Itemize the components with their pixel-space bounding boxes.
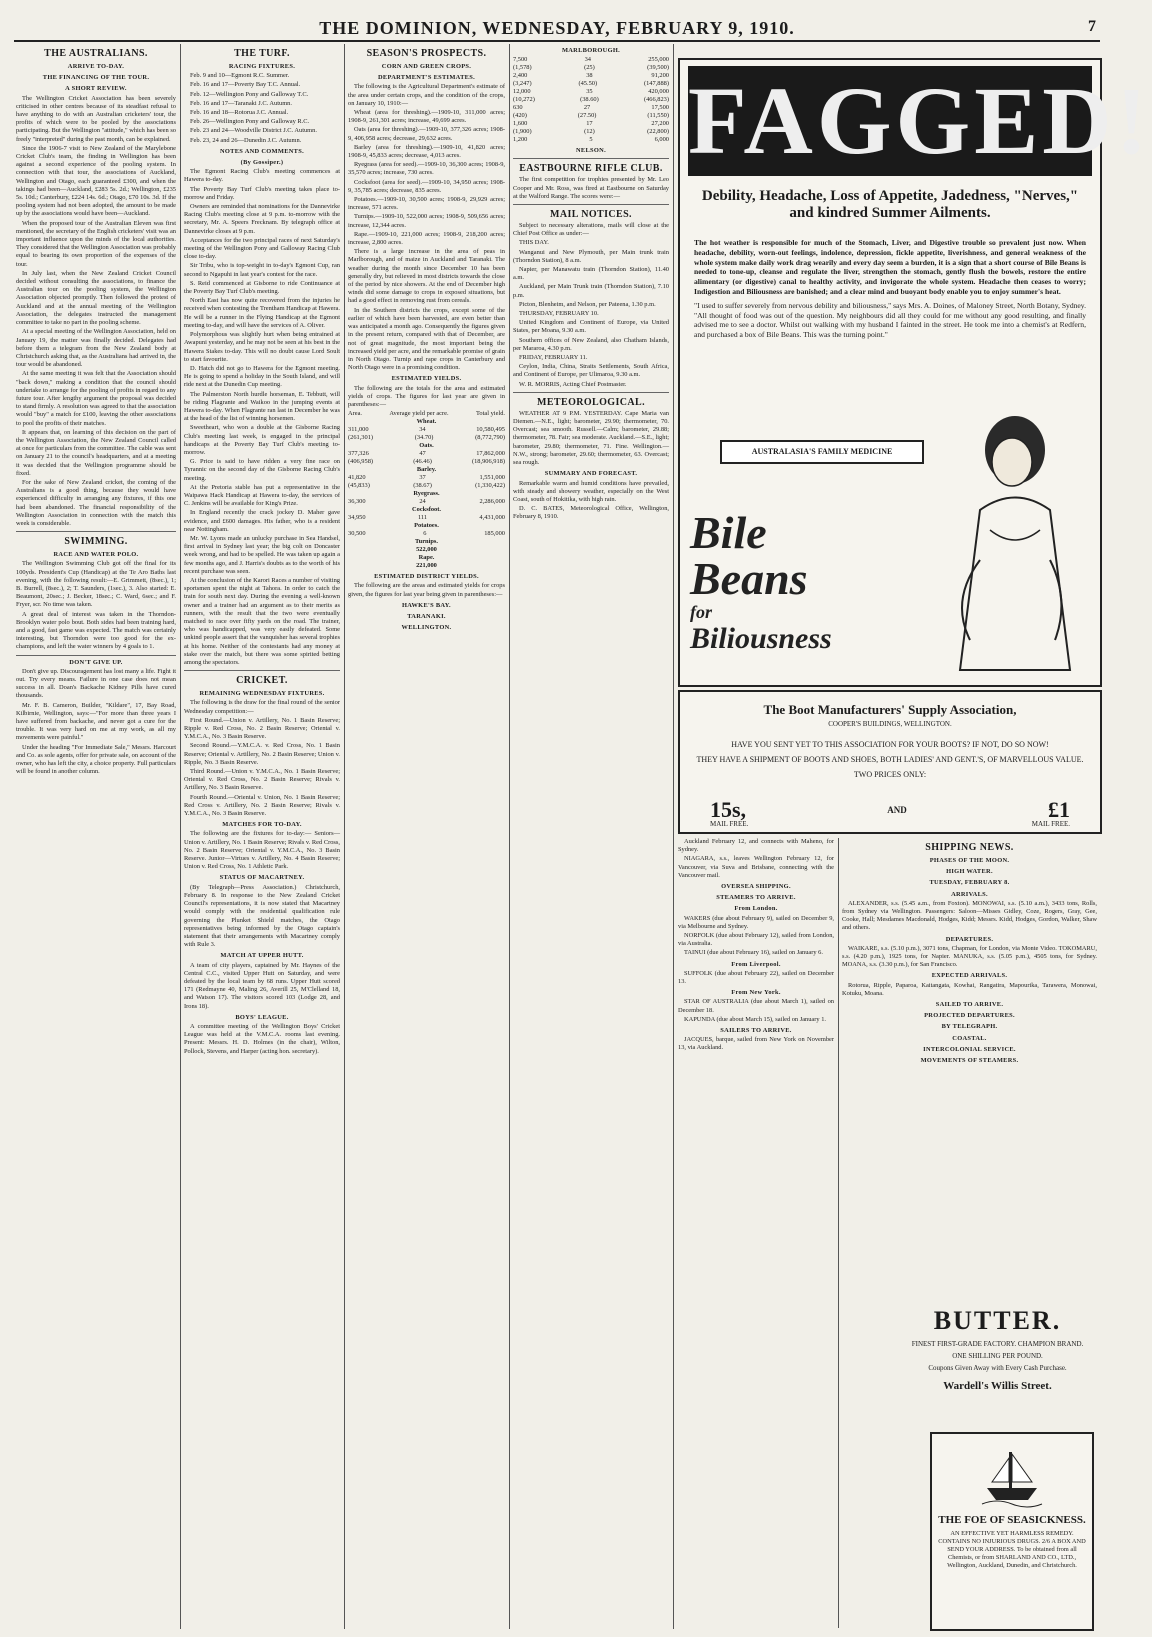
table-cell: (406,958) bbox=[348, 458, 374, 466]
section-divider bbox=[184, 670, 340, 671]
table-cell: (147,888) bbox=[643, 80, 669, 88]
article-paragraph: The Palmerston North hurdle horseman, E. Tebbutt, will be riding Flagrante and Waikoo in the jumping events at Hawera to-day. When Flagrante ran last in December he was at the head of the list of winning horsemen. bbox=[184, 390, 340, 423]
article-paragraph: A great deal of interest was taken in the Thorndon-Brooklyn water polo bout. Both sides had been training hard, and a good, fast game was expected. The match was certainly interesting, but Thorndon were too good for the ex-champions, and left the water winners by 4 goals to 1. bbox=[16, 610, 176, 651]
table-row bbox=[348, 434, 505, 442]
table-cell: (38.60) bbox=[580, 96, 599, 104]
article-paragraph: Ryegrass (area for seed).—1909-10, 36,300 acres; 1908-9, 35,570 acres; increase, 730 acres. bbox=[348, 161, 505, 177]
article-paragraph: Cocksfoot (area for seed).—1909-10, 34,950 acres; 1908-9, 35,785 acres; decrease, 835 acres. bbox=[348, 178, 505, 194]
table-cell: 41,820 bbox=[348, 474, 366, 482]
table-cell: 35 bbox=[586, 88, 593, 96]
table-cell: (8,772,790) bbox=[475, 434, 505, 442]
ad-testimonial: "I used to suffer severely from nervous debility and biliousness," says Mrs. A. Doines, of Maloney Street, North Botany, Sydney. "All thought of food was out of the question. My neighbours did all they could for me without any good resulting, and finally advised me to see a doctor. Whilst out walking with my husband I fainted in the street. He took me into a chemist's at Redfern, and purchased a box of Bile Beans. This was the turning point." bbox=[694, 300, 1086, 340]
article-paragraph: The Egmont Racing Club's meeting commences at Hawera to-day. bbox=[184, 168, 340, 184]
table-cell: (1,330,422) bbox=[475, 482, 505, 490]
fixture-line: Feb. 9 and 10—Egmont R.C. Summer. bbox=[190, 72, 290, 80]
table-row bbox=[348, 498, 505, 506]
article-paragraph: The following are the areas and estimated yields for crops given, the figures for last year being given in parentheses:— bbox=[348, 582, 505, 598]
fixture-line: Feb. 16 and 17—Taranaki J.C. Autumn. bbox=[190, 99, 292, 107]
article-paragraph: Oats (area for threshing).—1909-10, 377,326 acres; 1908-9, 406,958 acres; decrease, 29,632 acres. bbox=[348, 126, 505, 142]
article-paragraph: Auckland February 12, and connects with Maheno, for Sydney. bbox=[678, 838, 834, 854]
subhead: STATUS OF MACARTNEY. bbox=[219, 874, 305, 882]
article-paragraph: Rape.—1909-10, 221,000 acres; 1908-9, 218,200 acres; increase, 2,800 acres. bbox=[348, 230, 505, 247]
article-paragraph: In England recently the crack jockey D. Maher gave evidence, and £600 damages. His father, who is a resident near Nottingham. bbox=[184, 509, 340, 533]
table-cell: 1,551,000 bbox=[479, 474, 505, 482]
table-cell: 17,862,000 bbox=[476, 450, 505, 458]
table-cell: 522,000 bbox=[416, 546, 437, 554]
article-paragraph: Sir Tribu, who is top-weight in to-day's Egmont Cup, ran second to Ngapuhi in last year's contest for the race. bbox=[184, 262, 340, 278]
table-cell: 24 bbox=[419, 498, 426, 506]
article-paragraph: There is a large increase in the area of peas in Marlborough, and of maize in Auckland and Taranaki. The weather during the month since December 10 has been generally dry, but relieved in most districts towards the close of the period by nice showers. At the end of December high winds did some damage to crops in exposed situations, but had a good effect in removing rust from cereals. bbox=[348, 248, 505, 305]
headline-australians: THE AUSTRALIANS. bbox=[44, 48, 148, 59]
table-cell: (25) bbox=[584, 64, 595, 72]
article-paragraph: Remarkable warm and humid conditions have prevailed, with steady and showery weather, especially on the West Coast, south of Hokitika, with high rain. bbox=[513, 479, 669, 503]
masthead bbox=[14, 18, 1100, 42]
article-paragraph: JACQUES, barque, sailed from New York on November 13, via Auckland. bbox=[678, 1036, 834, 1052]
table-cell: (34.70) bbox=[414, 434, 434, 442]
subhead: REMAINING WEDNESDAY FIXTURES. bbox=[199, 690, 325, 698]
mail-line: THURSDAY, FEBRUARY 10. bbox=[519, 310, 599, 318]
table-row bbox=[348, 538, 505, 546]
column-rule bbox=[344, 44, 345, 1629]
article-paragraph: Potatoes.—1909-10, 30,500 acres; 1908-9, 29,929 acres; increase, 571 acres. bbox=[348, 196, 505, 212]
masthead-title: THE DOMINION, WEDNESDAY, FEBRUARY 9, 1910. bbox=[319, 18, 795, 38]
article-paragraph: Second Round.—Y.M.C.A. v. Red Cross, No. 1 Basin Reserve; Oriental v. Artillery, No. 2 Basin Reserve; Union v. Ripple, No. 3 Basin Reserve. bbox=[184, 742, 340, 766]
article-paragraph: ALEXANDER, s.s. (5.45 a.m., from Foxton). MONOWAI, s.s. (5.10 a.m.), 3433 tons, Rolls, from Sydney via Wellington. Passengers: Saloon—Misses Gidley, Coze, Rogers, Gray, Gee, Cooke, Hall; Mesdames Macdonald, Hodges, Kidd; Messrs. Kidd, Hodges, Gordon, Walker, Shaw and others. bbox=[842, 899, 1097, 932]
table-cell: 377,326 bbox=[348, 450, 369, 458]
ad-address: COOPER'S BUILDINGS, WELLINGTON. bbox=[828, 720, 952, 728]
article-paragraph: TAINUI (due about February 16), sailed on January 6. bbox=[684, 949, 823, 957]
column-rule bbox=[509, 44, 510, 1629]
article-paragraph: Under the heading "For Immediate Sale," Messrs. Harcourt and Co. as sole agents, offer for private sale, on account of the owner, who has left the city, a choice property. Full particulars will be found in another column. bbox=[16, 743, 176, 776]
article-paragraph: (By Telegraph—Press Association.) Christchurch, February 8. In response to the New Zealand Cricket Council's representations, it is now stated that Macartney would comply with the residential qualification rule governing the Plunket Shield matches, the Otago representatives being informed by the Otago captain's statement that their arrangements with Macartney comply with Rule 3. bbox=[184, 883, 340, 949]
table-row bbox=[348, 450, 505, 458]
fixture-line: Feb. 23, 24 and 26—Dunedin J.C. Autumn. bbox=[190, 136, 302, 144]
butter-advertisement bbox=[900, 1300, 1095, 1428]
column-australians bbox=[16, 44, 176, 1629]
article-paragraph: WAIKARE, s.s. (5.10 p.m.), 3071 tons, Chapman, for London, via Monte Video. TOKOMARU, s.s. (4.20 p.m.), 1925 tons, for Napier. MANUKA, s.s. (5.05 p.m.), 4505 tons, for Sydney. MOANA, s.s. (3.30 p.m.), for San Francisco. bbox=[842, 944, 1097, 969]
subhead: EXPECTED ARRIVALS. bbox=[931, 972, 1008, 980]
signature: W. R. MORRIS, Acting Chief Postmaster. bbox=[519, 380, 627, 388]
article-paragraph: Rotorua, Ripple, Paparoa, Kaitangata, Kowhai, Rangatira, Mapourika, Tarawera, Monowai, Kotuku, Moana. bbox=[842, 981, 1097, 997]
column-rule bbox=[180, 44, 181, 1629]
ad-subline: Debility, Headache, Loss of Appetite, Jadedness, "Nerves," and kindred Summer Ailments. bbox=[701, 188, 1079, 221]
table-header-cell: Total yield. bbox=[475, 410, 505, 418]
article-paragraph: WAKERS (due about February 9), sailed on December 9, via Melbourne and Sydney. bbox=[678, 914, 834, 930]
article-paragraph: Polymorphous was slightly hurt when being entrained at Awapuni yesterday, and he may not be seen at his best in the Hawera Stakes to-day. This will no doubt cause Lord Soult to start favourite. bbox=[184, 331, 340, 363]
subhead: ESTIMATED YIELDS. bbox=[391, 375, 462, 383]
table-row bbox=[348, 490, 505, 498]
table-row bbox=[348, 418, 505, 426]
subhead: DEPARTMENT'S ESTIMATES. bbox=[378, 74, 475, 82]
table-cell: 37 bbox=[419, 474, 426, 482]
headline-turf: THE TURF. bbox=[234, 48, 290, 59]
table-cell: 34 bbox=[584, 56, 591, 64]
headline-cricket: CRICKET. bbox=[236, 675, 288, 687]
table-cell: 5 bbox=[589, 136, 593, 144]
headline-meteorological: METEOROLOGICAL. bbox=[537, 396, 645, 408]
subhead: HIGH WATER. bbox=[946, 868, 993, 876]
article-paragraph: The first competition for trophies presented by Mr. Leo Cooper and Mr. Ross, was fired at Eastbourne on Saturday at the Walford Range. The scores were:— bbox=[513, 176, 669, 200]
table-cell: (1,578) bbox=[513, 64, 532, 72]
mail-line: Southern offices of New Zealand, also Chatham Islands, per Mararoa, 4.30 p.m. bbox=[513, 336, 669, 352]
table-row bbox=[513, 72, 669, 80]
table-cell: (10,272) bbox=[513, 96, 535, 104]
table-cell: (466,823) bbox=[643, 96, 669, 104]
subhead: From New York. bbox=[731, 989, 781, 997]
table-cell: (22,800) bbox=[647, 128, 669, 136]
page-number: 7 bbox=[1088, 18, 1096, 35]
table-cell: (38.67) bbox=[413, 482, 432, 490]
section-divider bbox=[16, 655, 176, 656]
ad-mail-free-row bbox=[710, 820, 1070, 828]
subhead: BY TELEGRAPH. bbox=[941, 1023, 998, 1031]
table-cell: (27.50) bbox=[577, 112, 597, 120]
article-paragraph: Acceptances for the two principal races of next Saturday's meeting of the Wellington Pony and Galloway Racing Club close to-day. bbox=[184, 236, 340, 261]
article-paragraph: Subject to necessary alterations, mails will close at the Chief Post Office as under:— bbox=[513, 222, 669, 238]
district-heading: MARLBOROUGH. bbox=[561, 47, 621, 54]
article-paragraph: KAPUNDA (due about March 15), sailed on January 1. bbox=[684, 1015, 826, 1023]
ad-line: ONE SHILLING PER POUND. bbox=[952, 1352, 1043, 1360]
table-cell: 17,500 bbox=[651, 104, 669, 112]
article-paragraph: The following are the fixtures for to-day:— Seniors—Union v. Artillery, No. 1 Basin Reserve; Rivals v. Red Cross, No. 2 Basin Reserve; Oriental v. Y.M.C.A., No. 3 Basin Reserve. Junior—Virtues v. Artillery, No. 4 Basin Reserve; Union v. Red Cross, No. 1 Athletic Park. bbox=[184, 830, 340, 871]
price-15s: 15s, bbox=[710, 797, 747, 822]
article-paragraph: Barley (area for threshing).—1909-10, 41,820 acres; 1908-9, 45,833 acres; decrease, 4,013 acres. bbox=[348, 143, 505, 160]
table-row bbox=[513, 136, 669, 144]
subhead: MATCHES FOR TO-DAY. bbox=[222, 821, 302, 829]
article-paragraph: NIAGARA, s.s., leaves Wellington February 12, for Vancouver, via Suva and Brisbane, connecting with the Vancouver mail. bbox=[678, 855, 834, 879]
yield-table bbox=[348, 418, 505, 570]
table-row bbox=[513, 88, 669, 96]
article-paragraph: Third Round.—Union v. Y.M.C.A., No. 1 Basin Reserve; Oriental v. Red Cross, No. 2 Basin Reserve; Rivals v. Artillery, No. 3 Basin Reserve. bbox=[184, 768, 340, 792]
signature: D. C. BATES, Meteorological Office, Wellington, February 8, 1910. bbox=[513, 505, 669, 521]
subhead: From London. bbox=[734, 905, 778, 913]
ad-store: Wardell's Willis Street. bbox=[943, 1380, 1052, 1392]
section-divider bbox=[513, 204, 669, 205]
ad-brand-word: Bile bbox=[690, 507, 767, 558]
table-row bbox=[348, 506, 505, 514]
ad-brand-word: for bbox=[690, 602, 712, 622]
table-row bbox=[348, 554, 505, 562]
article-paragraph: For the sake of New Zealand cricket, the coming of the Australians is a good thing, because they would have experienced difficulty in arranging any fixtures, if this one had been abandoned. The financial responsibility of the Wellington Association in connection with the match this week is considerable. bbox=[16, 478, 176, 527]
article-paragraph: Sweetheart, who won a double at the Gisborne Racing Club's meeting last week, is engaged in the principal handicaps at the Poverty Bay Turf Club's meeting to-morrow. bbox=[184, 424, 340, 456]
article-paragraph: Wheat (area for threshing).—1909-10, 311,000 acres; 1908-9, 261,301 acres; increase, 49,699 acres. bbox=[348, 109, 505, 125]
table-row bbox=[513, 128, 669, 136]
table-row bbox=[348, 442, 505, 450]
table-row bbox=[348, 482, 505, 490]
headline-shipping: SHIPPING NEWS. bbox=[925, 842, 1014, 853]
subhead: DEPARTURES. bbox=[945, 935, 994, 943]
table-cell: Wheat. bbox=[416, 418, 437, 426]
table-cell: 2,400 bbox=[513, 72, 528, 80]
seasickness-advertisement bbox=[930, 1432, 1094, 1631]
table-cell: 6,000 bbox=[654, 136, 669, 144]
article-paragraph: It appears that, on learning of this decision on the part of the Wellington Association, the New Zealand Council called at once for particulars from the committee. The cable was sent on January 21 to the council's headquarters, and at a meeting it was decided that the Wellington programme should be fixed. bbox=[16, 428, 176, 477]
column-season-prospects bbox=[348, 44, 505, 1629]
ad-headline: FAGGED! bbox=[688, 67, 1152, 174]
table-cell: 47 bbox=[419, 450, 426, 458]
table-row bbox=[348, 562, 505, 570]
column-turf bbox=[184, 44, 340, 1629]
ad-line: TWO PRICES ONLY: bbox=[853, 770, 927, 779]
table-header-cell: Area. bbox=[348, 410, 363, 418]
article-paragraph: A team of city players, captained by Mr. Haynes of the Central C.C., visited Upper Hutt on Saturday, and were defeated by the local team by 68 runs. Upper Hutt scored 171 (Redmayne 40, Maling 26, Averill 25, M'Clelland 18, and Watson 17). The visitors scored 103 (Lodge 28, and Irons 18). bbox=[184, 961, 340, 1010]
article-paragraph: In July last, when the New Zealand Cricket Council decided without consulting the associations, to finance the Australian tour on the pooling system, the Wellington Association objected promptly. Then followed the protest of Auckland and at the annual meeting of the Wellington Association, the delegates instructed the management committee to take no part in the pooling scheme. bbox=[16, 269, 176, 327]
mail-line: Ceylon, India, China, Straits Settlements, South Africa, and Continent of Europe, per Ulimaroa, 9.30 a.m. bbox=[513, 363, 669, 379]
subhead: NOTES AND COMMENTS. bbox=[220, 147, 304, 155]
mail-line: THIS DAY. bbox=[519, 239, 549, 247]
section-divider bbox=[16, 531, 176, 532]
table-cell: (45,833) bbox=[348, 482, 370, 490]
article-paragraph: A committee meeting of the Wellington Boys' Cricket League was held at the V.M.C.A. rooms last evening. Present: Messrs. H. D. Holmes (in the chair), Wilton, Pollock, Stevens, and Harper (acting hon. secretary). bbox=[184, 1022, 340, 1055]
table-cell: 420,000 bbox=[648, 88, 669, 96]
table-row bbox=[348, 474, 505, 482]
table-cell: 255,000 bbox=[648, 56, 669, 64]
woman-illustration bbox=[920, 400, 1090, 670]
article-paragraph: The following is the draw for the final round of the senior Wednesday competition:— bbox=[184, 699, 340, 715]
table-cell: (45.50) bbox=[578, 80, 598, 88]
table-cell: 2,286,000 bbox=[479, 498, 505, 506]
table-row bbox=[348, 514, 505, 522]
table-row bbox=[348, 458, 505, 466]
table-cell: 27 bbox=[583, 104, 591, 112]
table-cell: (420) bbox=[513, 112, 527, 120]
table-cell: 311,000 bbox=[348, 426, 369, 434]
fixture-line: Feb. 12—Wellington Pony and Galloway T.C. bbox=[190, 90, 309, 98]
subhead: THE FINANCING OF THE TOUR. bbox=[42, 74, 150, 82]
fixture-line: Feb. 26—Wellington Pony and Galloway R.C. bbox=[190, 118, 310, 126]
price-and: AND bbox=[887, 805, 907, 815]
ad-title: THE FOE OF SEASICKNESS. bbox=[938, 1514, 1086, 1526]
table-cell: Turnips. bbox=[414, 538, 439, 546]
article-paragraph: At the same meeting it was felt that the Association should "back down," making a condition that the council should undertake to arrange for the pooling of profits in regard to any future tour. After lengthy argument the proposal was decided to stand firmly. A resolution was agreed to that the association would "buy" a match for £100, leaving the other associations to pool the profits of their matches. bbox=[16, 370, 176, 427]
headline-swimming: SWIMMING. bbox=[64, 536, 128, 548]
table-row bbox=[513, 120, 669, 128]
table-cell: 34 bbox=[419, 426, 426, 434]
article-paragraph: At the Pretoria stable has put a representative in the Waipawa Hack Handicap at Hawera to-day, the services of C. Jenkins will be available for King's Prize. bbox=[184, 483, 340, 508]
ad-line: FINEST FIRST-GRADE FACTORY. CHAMPION BRAND. bbox=[911, 1340, 1084, 1348]
table-cell: 36,300 bbox=[348, 498, 366, 506]
table-cell: 38 bbox=[586, 72, 593, 80]
district-heading: HAWKE'S BAY. bbox=[402, 601, 451, 609]
subhead: STEAMERS TO ARRIVE. bbox=[716, 894, 796, 902]
column-rule bbox=[673, 44, 674, 1629]
table-cell: 4,431,000 bbox=[479, 514, 505, 522]
subhead: SAILED TO ARRIVE. bbox=[935, 1001, 1004, 1009]
article-paragraph: Mr. F. B. Cameron, Builder, "Kildare", 17, Bay Road, Kilbirnie, Wellington, says:—"For more than three years I have suffered from backache, and never got a cure for the trouble. It was very hard on me at my work, as all my movements were painful." bbox=[16, 701, 176, 742]
table-row bbox=[513, 80, 669, 88]
mail-free-label: MAIL FREE. bbox=[1031, 820, 1070, 828]
table-cell: 12,000 bbox=[513, 88, 531, 96]
subhead: DON'T GIVE UP. bbox=[69, 658, 123, 666]
table-cell: 221,000 bbox=[416, 562, 437, 570]
article-paragraph: NORFOLK (due about February 12), sailed from London, via Australia. bbox=[678, 932, 834, 948]
table-cell: Rape. bbox=[418, 554, 435, 562]
subhead: A SHORT REVIEW. bbox=[65, 85, 127, 93]
article-paragraph: D. Hatch did not go to Hawera for the Egmont meeting. He is going to spend a holiday in the South Island, and will ride next at the Dunedin Cup meeting. bbox=[184, 364, 340, 389]
ad-title: The Boot Manufacturers' Supply Association, bbox=[763, 702, 1017, 717]
article-paragraph: At the conclusion of the Karori Races a number of visiting sportsmen spent the night at Tahora. In order to catch the train for south next day. During the evening a well-known owner and a trainer had an argument as to their merits as runners, with the result that the two were eventually matched to race over fifty yards on the road. The trainer, who was handicapped, was very easily defeated. Some unkind people assert that the vanquisher has several trophies at his home. Neither of the contestants had any money at stake over the match, but there was some spirited betting among the spectators. bbox=[184, 576, 340, 667]
article-paragraph: Mr. W. Lyons made an unlucky purchase in Sea Handsel, first arrival in Sydney last year; the big colt on Doncaster week wrong, and had to be spelled. He was taken up again a few months ago, and J. Harris's doubts as to the worth of his recent purchase was seen. bbox=[184, 534, 340, 575]
table-cell: (261,301) bbox=[348, 434, 374, 442]
subhead: OVERSEA SHIPPING. bbox=[721, 883, 791, 891]
table-cell: (12) bbox=[584, 128, 595, 136]
table-cell: (46.46) bbox=[413, 458, 432, 466]
table-cell: 1,200 bbox=[513, 136, 528, 144]
article-paragraph: The following are the totals for the area and estimated yields of crops. The figures for last year are given in parentheses:— bbox=[348, 384, 505, 408]
ship-icon bbox=[982, 1444, 1042, 1508]
table-cell: (3,247) bbox=[513, 80, 532, 88]
fixture-line: Feb. 23 and 24—Woodville District J.C. Autumn. bbox=[190, 127, 317, 135]
article-paragraph: Fourth Round.—Oriental v. Union, No. 1 Basin Reserve; Red Cross v. Artillery, No. 2 Basin Reserve; Rivals v. Y.M.C.A., No. 3 Basin Reserve. bbox=[184, 793, 340, 818]
section-divider bbox=[513, 158, 669, 159]
ad-brand-lettering bbox=[690, 507, 860, 670]
district-heading: WELLINGTON. bbox=[401, 624, 452, 632]
ad-title: BUTTER. bbox=[933, 1306, 1062, 1335]
subhead: PHASES OF THE MOON. bbox=[929, 857, 1010, 864]
table-cell: 7,500 bbox=[513, 56, 528, 64]
table-cell: 111 bbox=[417, 514, 428, 522]
article-paragraph: S. Reid commenced at Gisborne to ride Continuance at the Poverty Bay Turf Club's meeting. bbox=[184, 279, 340, 296]
price-1-pound: £1 bbox=[1048, 797, 1070, 822]
table-cell: Oats. bbox=[419, 442, 434, 450]
table-row bbox=[513, 112, 669, 120]
mail-line: Picton, Blenheim, and Nelson, per Pateena, 1.30 p.m. bbox=[519, 300, 656, 308]
fixture-line: Feb. 16 and 18—Rotorua J.C. Annual. bbox=[190, 109, 289, 117]
headline-season-prospects: SEASON'S PROSPECTS. bbox=[366, 48, 487, 59]
table-cell: (11,550) bbox=[647, 112, 669, 120]
mail-line: Wanganui and New Plymouth, per Main trunk train (Thorndon Station), 8 a.m. bbox=[513, 248, 669, 264]
table-cell: 185,000 bbox=[484, 530, 505, 538]
table-row bbox=[513, 96, 669, 104]
ad-line: THEY HAVE A SHIPMENT OF BOOTS AND SHOES, BOTH LADIES' AND GENT.'S, OF MARVELLOUS VALUE. bbox=[696, 755, 1084, 764]
article-paragraph: Turnips.—1909-10, 522,000 acres; 1908-9, 509,656 acres; increase, 12,344 acres. bbox=[348, 213, 505, 229]
fixture-line: Feb. 16 and 17—Poverty Bay T.C. Annual. bbox=[190, 81, 301, 89]
district-heading: TARANAKI. bbox=[407, 612, 446, 620]
article-paragraph: At a special meeting of the Wellington Association, held on January 19, the matter was finally decided. Delegates had before them a telegram from the New Zealand body at Christchurch asking that, as the Australians had arrived in, the tour would be abandoned. bbox=[16, 328, 176, 369]
table-cell: 6 bbox=[423, 530, 427, 538]
subhead: PROJECTED DEPARTURES. bbox=[924, 1012, 1015, 1020]
table-cell: 30,500 bbox=[348, 530, 366, 538]
ad-brand-word: Biliousness bbox=[690, 622, 832, 655]
table-cell: Cocksfoot. bbox=[412, 506, 441, 514]
table-cell: 10,580,495 bbox=[476, 426, 505, 434]
bile-beans-advertisement bbox=[678, 58, 1152, 687]
subhead: SUMMARY AND FORECAST. bbox=[544, 470, 638, 478]
column-shipping-continued bbox=[842, 838, 1097, 1293]
article-paragraph: North East has now quite recovered from the injuries he received when contesting the Trentham Handicap at Hawera. He will be a runner in the Flying Handicap at the Egmont meeting to-day, and will have the services of A. Oliver. bbox=[184, 297, 340, 329]
article-paragraph: Don't give up. Discouragement has lost many a life. Fight it out. Try every means. Failure in one case does not mean success in all. Doan's Backache Kidney Pills have cured thousands. bbox=[16, 667, 176, 700]
table-row bbox=[513, 64, 669, 72]
subhead: ARRIVE TO-DAY. bbox=[67, 63, 125, 70]
article-paragraph: First Round.—Union v. Artillery, No. 1 Basin Reserve; Ripple v. Red Cross, No. 2 Basin Reserve; Oriental v. Y.M.C.A., No. 3 Basin Reserve. bbox=[184, 716, 340, 741]
subhead: From Liverpool. bbox=[731, 960, 781, 968]
table-cell: (39,500) bbox=[647, 64, 669, 72]
section-divider bbox=[513, 392, 669, 393]
table-cell: (18,906,918) bbox=[471, 458, 505, 466]
table-cell: 630 bbox=[513, 104, 523, 112]
table-cell: 1,600 bbox=[513, 120, 528, 128]
article-paragraph: Since the 1906-7 visit to New Zealand of the Marylebone Cricket Club's team, the finding in Wellington has been against a second experience of the pooling system. In connection with that tour, the associations of Auckland, Wellington and Otago, each guaranteed £300, and when the takings had been—Auckland, £283 5s. 2d.; Wellington, £235 5s. 10d.; Canterbury, £224 14s. 6d.; Otago, £70 10s. 3d. If the pooling system had not been adopted, the amount to be made up by the associations would have been—Auckland. bbox=[16, 144, 176, 218]
district-heading: NELSON. bbox=[576, 147, 606, 155]
subhead: SAILERS TO ARRIVE. bbox=[720, 1027, 792, 1035]
column-mail-weather bbox=[513, 44, 669, 1629]
table-cell: (1,900) bbox=[513, 128, 532, 136]
subhead: ARRIVALS. bbox=[951, 890, 988, 898]
table-row bbox=[348, 530, 505, 538]
subhead: TUESDAY, FEBRUARY 8. bbox=[929, 879, 1010, 887]
subhead: MOVEMENTS OF STEAMERS. bbox=[920, 1057, 1019, 1065]
table-cell: 91,200 bbox=[651, 72, 669, 80]
mail-line: FRIDAY, FEBRUARY 11. bbox=[519, 354, 588, 362]
article-paragraph: Owners are reminded that nominations for the Dannevirke Racing Club's meeting close at 9 p.m. to-morrow with the secretary, Mr. A. Speers Frecknam. By telegraph office at Dannevirke closes at 9 p.m. bbox=[184, 203, 340, 235]
table-row bbox=[348, 466, 505, 474]
subhead: BOYS' LEAGUE. bbox=[235, 1013, 289, 1021]
article-paragraph: The Wellington Cricket Association has been severely criticised in other centres because of its steadfast refusal to have anything to do with an Australian cricketers' tour, the profits of which were to be pooled by the associations participating. But the Wellington "attitude," which has been so freely "interpreted" during the past month, can be explained. bbox=[16, 94, 176, 143]
byline: (By Gossiper.) bbox=[240, 159, 284, 167]
ad-brand-word: Beans bbox=[690, 553, 808, 604]
table-cell: Ryegrass. bbox=[413, 490, 440, 498]
table-cell: Potatoes. bbox=[414, 522, 439, 530]
mail-free-label: MAIL FREE. bbox=[710, 820, 749, 828]
ad-text: AN EFFECTIVE YET HARMLESS REMEDY. CONTAINS NO INJURIOUS DRUGS. 2/6 A BOX AND SEND YOUR ADDRESS. To be obtained from all Chemists, or from SHARLAND AND CO., LTD., Wellington, Auckland, Dunedin, and Christchurch. bbox=[938, 1530, 1086, 1569]
article-paragraph: When the proposed tour of the Australian Eleven was first mentioned, the secretary of the English cricketers' visit was an important influence upon the minds of the local authorities. They considered that the Wellington Association was probably equal to bearing its own proportion of the expenses of the tour. bbox=[16, 219, 176, 268]
crop-table bbox=[513, 56, 669, 144]
subhead: RACE AND WATER POLO. bbox=[53, 551, 139, 559]
ad-body-text: The hot weather is responsible for much of the Stomach, Liver, and Digestive trouble so prevalent just now. When headache, debility, worn-out feelings, indolence, depression, fickle appetite, liverishness, and general weakness of the whole system make daily work drag wearily and every day seem a burden, it is a sign that a short course of Bile Beans is needed to tone-up, cleanse and regulate the liver, strengthen the stomach, gently flush the bowels, restore the entire alimentary (or digestive) canal to healthy activity, and invigorate the whole system. Headache then ceases to worry; Indigestion and Biliousness are banished; and a clear mind and buoyant body enable you to enjoy summer's heat. bbox=[694, 238, 1086, 296]
mail-line: Auckland, per Main Trunk train (Thorndon Station), 7.10 p.m. bbox=[513, 283, 669, 299]
subhead: ESTIMATED DISTRICT YIELDS. bbox=[374, 573, 479, 581]
article-paragraph: The following is the Agricultural Department's estimate of the area under certain crops, and the condition of the crops, on January 10, 1910:— bbox=[348, 83, 505, 107]
headline-mail: MAIL NOTICES. bbox=[550, 209, 632, 221]
table-row bbox=[348, 522, 505, 530]
headline-eastbourne: EASTBOURNE RIFLE CLUB. bbox=[519, 163, 663, 175]
ad-body bbox=[694, 238, 1086, 340]
table-row bbox=[348, 426, 505, 434]
subhead: RACING FIXTURES. bbox=[228, 63, 296, 70]
mail-line: Napier, per Manawatu train (Thorndon Station), 11.40 a.m. bbox=[513, 266, 669, 282]
table-cell: 27,200 bbox=[651, 120, 669, 128]
table-row bbox=[513, 56, 669, 64]
yield-table-header bbox=[348, 410, 505, 418]
article-paragraph: In the Southern districts the crops, except some of the earlier of which have been harvested, are even better than was anticipated a month ago. Consequently the figures given in the present return, compared with that of December, are not of great magnitude, the most important being the increased yield per acre, and the remarkable promise of grain in North Otago. Turnip and rape crops in Canterbury and North Otago were in a promising condition. bbox=[348, 306, 505, 372]
table-cell: 17 bbox=[586, 120, 593, 128]
subhead: COASTAL. bbox=[952, 1034, 987, 1042]
table-row bbox=[348, 546, 505, 554]
article-paragraph: WEATHER AT 9 P.M. YESTERDAY. Cape Maria van Diemen.—N.E., light; barometer, 29.90; thermometer, 70. Overcast; sea smooth. Russell.—Calm; barometer, 29.88; thermometer, 78. Fair; sea moderate. Auckland.—S.E., light; barometer, 29.80; thermometer, 71. Fine. Wellington.—N.W., strong; barometer, 29.60; thermometer, 63. Overcast; sea rough. bbox=[513, 409, 669, 467]
table-row bbox=[513, 104, 669, 112]
table-header-cell: Average yield per acre. bbox=[389, 410, 449, 418]
article-paragraph: The Wellington Swimming Club got off the final for its 100yds. President's Cup (Handicap) at the Te Aro Baths last evening, with the following result:—E. Grimmett, (8sec.), 1; B. Burrell, (8sec.), 2; T. Saunders, (1sec.), 3. Also started: E. Beaumont, 20sec.; J. Becker, 18sec.; C. Ward, 6sec.; and F. Fryer, scr. No time was taken. bbox=[16, 560, 176, 609]
column-oversea-shipping bbox=[678, 838, 834, 1628]
article-paragraph: G. Price is said to have ridden a very fine race on Tyrannic on the second day of the Gisborne Racing Club's meeting. bbox=[184, 458, 340, 482]
boot-association-advertisement bbox=[678, 690, 1102, 834]
table-cell: 34,950 bbox=[348, 514, 366, 522]
table-cell: Barley. bbox=[416, 466, 437, 474]
ad-band: AUSTRALASIA'S FAMILY MEDICINE bbox=[720, 440, 924, 464]
ad-line: Coupons Given Away with Every Cash Purchase. bbox=[928, 1364, 1067, 1372]
article-paragraph: The Poverty Bay Turf Club's meeting takes place to-morrow and Friday. bbox=[184, 185, 340, 201]
subhead: INTERCOLONIAL SERVICE. bbox=[923, 1045, 1016, 1053]
mail-line: United Kingdom and Continent of Europe, via United States, per Moana, 9.30 a.m. bbox=[513, 319, 669, 335]
column-rule bbox=[838, 838, 839, 1628]
article-paragraph: STAR OF AUSTRALIA (due about March 1), sailed on December 18. bbox=[678, 998, 834, 1014]
ad-line: HAVE YOU SENT YET TO THIS ASSOCIATION FOR YOUR BOOTS? IF NOT, DO SO NOW! bbox=[731, 740, 1049, 749]
subhead: CORN AND GREEN CROPS. bbox=[381, 63, 472, 70]
subhead: MATCH AT UPPER HUTT. bbox=[220, 952, 304, 960]
article-paragraph: SUFFOLK (due about February 22), sailed on December 13. bbox=[678, 969, 834, 986]
